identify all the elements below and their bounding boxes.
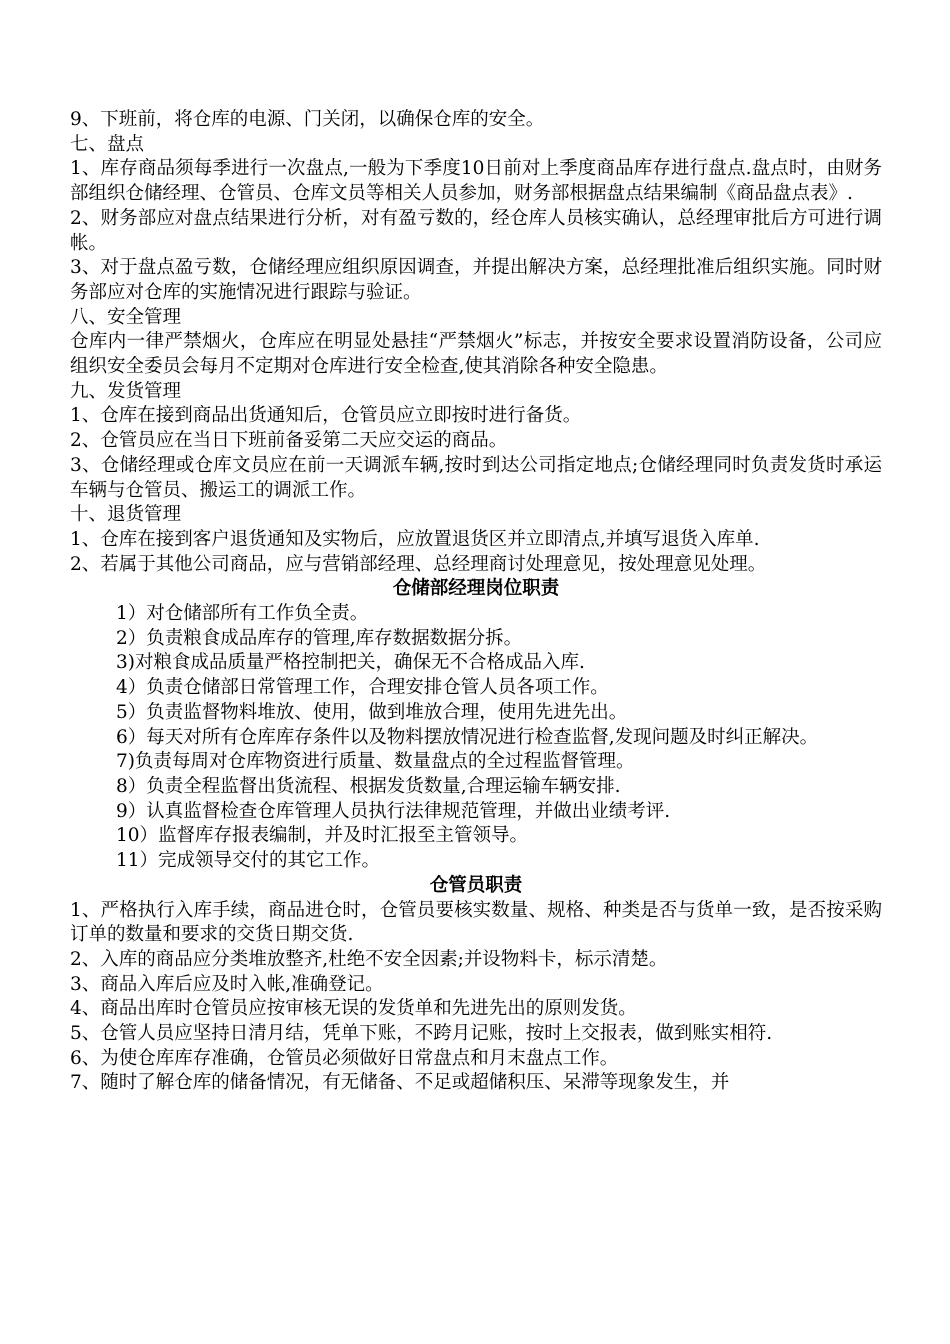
keeper-duties-list [70,899,882,1097]
paragraph-count-3: 3、对于盘点盈亏数，仓储经理应组织原因调查，并提出解决方案，总经理批准后组织实施。同时财务部应对仓库的实施情况进行跟踪与验证。 [70,257,882,303]
paragraph-safety: 仓库内一律严禁烟火，仓库应在明显处悬挂“严禁烟火”标志，并按安全要求设置消防设备，公司应组织安全委员会每月不定期对仓库进行安全检查,使其消除各种安全隐患。 [70,331,882,378]
document-page [70,108,882,1096]
paragraph-shipping-1: 1、仓库在接到商品出货通知后，仓管员应立即按时进行备货。 [70,405,582,427]
paragraph-count-1: 1、库存商品须每季进行一次盘点,一般为下季度10日前对上季度商品库存进行盘点.盘点时，由财务部组织仓储经理、仓管员、仓库文员等相关人员参加，财务部根据盘点结果编制《商品盘点表》. [70,158,882,205]
list-item: 7、随时了解仓库的储备情况，有无储备、不足或超储积压、呆滞等现象发生，并 [70,1072,730,1094]
list-item: 4）负责仓储部日常管理工作，合理安排仓管人员各项工作。 [116,677,609,699]
list-item: 1、严格执行入库手续，商品进仓时，仓管员要核实数量、规格、种类是否与货单一致，是否按采购订单的数量和要求的交货日期交货. [70,899,882,946]
list-item: 2）负责粮食成品库存的管理,库存数据数据分拆。 [116,627,523,649]
heading-shipping: 九、发货管理 [70,380,182,402]
list-item: 4、商品出库时仓管员应按审核无误的发货单和先进先出的原则发货。 [70,998,637,1020]
list-item: 9）认真监督检查仓库管理人员执行法律规范管理，并做出业绩考评. [116,800,671,822]
list-item: 6、为使仓库库存准确，仓管员必须做好日常盘点和月末盘点工作。 [70,1047,619,1069]
list-item: 1）对仓储部所有工作负全责。 [116,603,369,625]
paragraph-returns-2: 2、若属于其他公司商品，应与营销部经理、总经理商讨处理意见，按处理意见处理。 [70,553,767,575]
list-item: 2、入库的商品应分类堆放整齐,杜绝不安全因素;并设物料卡，标示清楚。 [70,948,668,970]
list-item: 5）负责监督物料堆放、使用，做到堆放合理，使用先进先出。 [116,701,628,723]
list-item: 7)负责每周对仓库物资进行质量、数量盘点的全过程监督管理。 [116,751,635,773]
paragraph-count-2: 2、财务部应对盘点结果进行分析，对有盈亏数的，经仓库人员核实确认，总经理审批后方可进行调帐。 [70,207,882,254]
paragraph-shipping-2: 2、仓管员应在当日下班前备妥第二天应交运的商品。 [70,430,508,452]
heading-safety: 八、安全管理 [70,306,182,328]
section-title-keeper-duties: 仓管员职责 [429,874,523,896]
paragraph-returns-1: 1、仓库在接到客户退货通知及实物后，应放置退货区并立即清点,并填写退货入库单. [70,528,760,550]
list-item: 11）完成领导交付的其它工作。 [116,850,381,872]
list-item: 3、商品入库后应及时入帐,准确登记。 [70,973,384,995]
list-item: 10）监督库存报表编制，并及时汇报至主管领导。 [116,825,529,847]
heading-returns: 十、退货管理 [70,504,182,526]
list-item: 6）每天对所有仓库库存条件以及物料摆放情况进行检查监督,发现问题及时纠正解决。 [116,726,819,748]
list-item: 3)对粮食成品质量严格控制把关，确保无不合格成品入库. [116,652,585,674]
paragraph-item-9: 9、下班前，将仓库的电源、门关闭，以确保仓库的安全。 [70,109,545,130]
heading-inventory-count: 七、盘点 [70,133,145,155]
paragraph-shipping-3: 3、仓储经理或仓库文员应在前一天调派车辆,按时到达公司指定地点;仓储经理同时负责发货时承运车辆与仓管员、搬运工的调派工作。 [70,454,882,501]
section-title-manager-duties: 仓储部经理岗位职责 [392,578,560,600]
manager-duties-list [70,602,882,874]
list-item: 8）负责全程监督出货流程、根据发货数量,合理运输车辆安排. [116,775,621,797]
list-item: 5、仓管人员应坚持日清月结，凭单下账，不跨月记账，按时上交报表，做到账实相符. [70,1023,773,1045]
